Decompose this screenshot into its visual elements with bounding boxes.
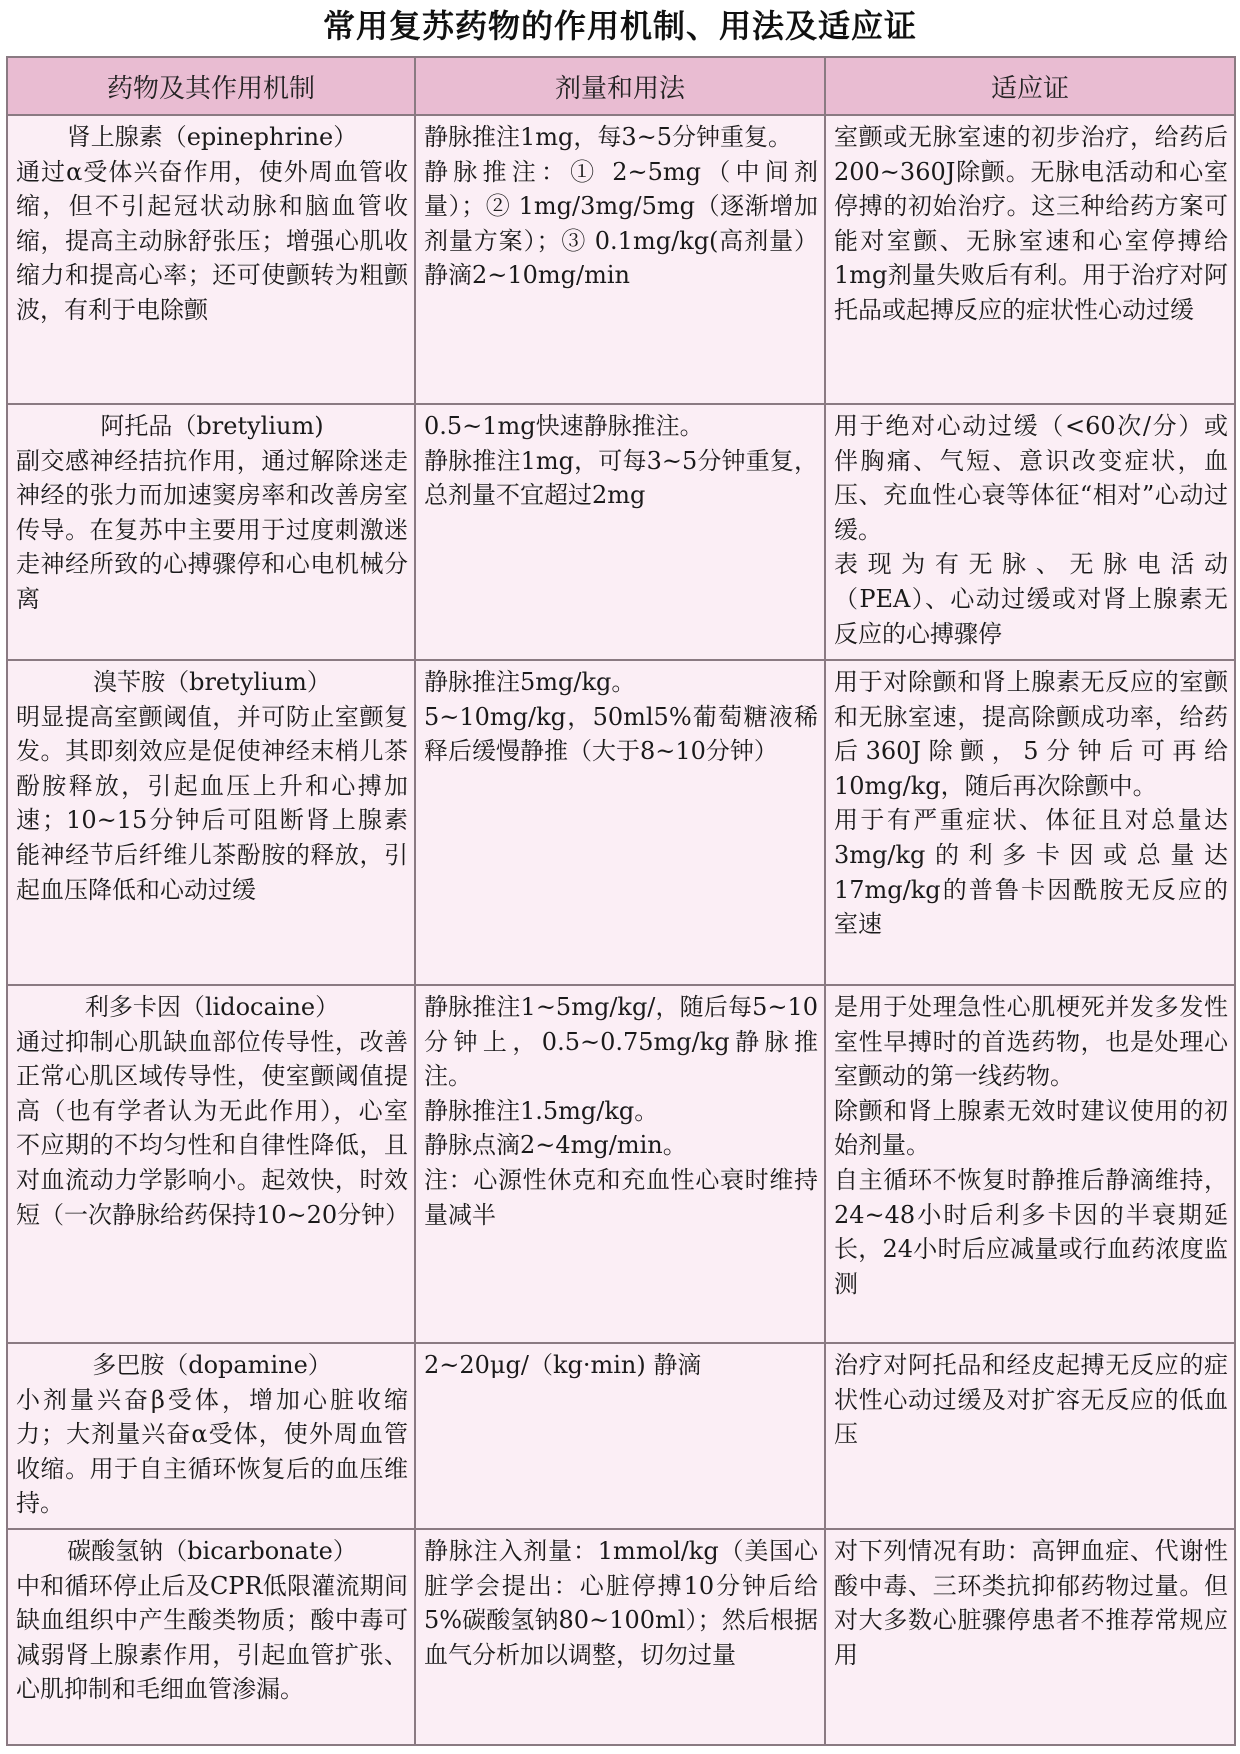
dosage-cell	[415, 1343, 825, 1529]
drug-name: 阿托品（bretylium)	[100, 412, 324, 440]
indication-line: 室颤或无脉室速的初步治疗，给药后200~360J除颤。无脉电活动和心室停搏的初始治疗。这三种给药方案可能对室颤、无脉室速和心室停搏给1mg剂量失败后有利。用于治疗对阿托品或起搏反应的症状性心动过缓	[834, 123, 1228, 324]
dosage-line: 静脉推注：① 2~5mg（中间剂量）；② 1mg/3mg/5mg（逐渐增加剂量方案）；③ 0.1mg/kg(高剂量）静滴2~10mg/min	[424, 157, 818, 290]
mechanism-cell	[7, 115, 415, 404]
mechanism-text: 副交感神经拮抗作用，通过解除迷走神经的张力而加速窦房率和改善房室传导。在复苏中主要用于过度刺激迷走神经所致的心搏骤停和心电机械分离	[16, 446, 408, 613]
mechanism-cell	[7, 404, 415, 660]
indication-line: 对下列情况有助：高钾血症、代谢性酸中毒、三环类抗抑郁药物过量。但对大多数心脏骤停患者不推荐常规应用	[834, 1537, 1228, 1669]
dosage-line: 2~20μg/（kg·min) 静滴	[424, 1351, 702, 1379]
dosage-line: 静脉点滴2~4mg/min。	[424, 1131, 687, 1160]
dosage-cell	[415, 404, 825, 660]
table-row	[7, 404, 1235, 660]
dosage-line: 注：心源性休克和充血性心衰时维持量减半	[424, 1165, 818, 1229]
indications-cell	[825, 404, 1235, 660]
drug-name: 碳酸氢钠（bicarbonate）	[67, 1537, 357, 1565]
mechanism-cell	[7, 660, 415, 985]
indication-line: 用于对除颤和肾上腺素无反应的室颤和无脉室速，提高除颤成功率，给药后360J除颤，5分钟后可再给10mg/kg，随后再次除颤中。	[834, 668, 1228, 800]
indications-cell	[825, 1529, 1235, 1745]
table-row	[7, 115, 1235, 404]
mechanism-cell	[7, 1343, 415, 1529]
indications-cell	[825, 660, 1235, 985]
mechanism-text: 通过α受体兴奋作用，使外周血管收缩，但不引起冠状动脉和脑血管收缩，提高主动脉舒张压；增强心肌收缩力和提高心率；还可使颤转为粗颤波，有利于电除颤	[16, 157, 408, 324]
table-row	[7, 660, 1235, 985]
dosage-line: 静脉注入剂量：1mmol/kg（美国心脏学会提出：心脏停搏10分钟后给5%碳酸氢钠80~100ml）；然后根据血气分析加以调整，切勿过量	[424, 1537, 818, 1669]
table-row	[7, 1529, 1235, 1745]
indications-cell	[825, 1343, 1235, 1529]
mechanism-text: 明显提高室颤阈值，并可防止室颤复发。其即刻效应是促使神经末梢儿茶酚胺释放，引起血压上升和心搏加速；10~15分钟后可阻断肾上腺素能神经节后纤维儿茶酚胺的释放，引起血压降低和心动过缓	[16, 702, 408, 904]
mechanism-text: 中和循环停止后及CPR低限灌流期间缺血组织中产生酸类物质；酸中毒可减弱肾上腺素作用，引起血管扩张、心肌抑制和毛细血管渗漏。	[16, 1571, 408, 1704]
page-title: 常用复苏药物的作用机制、用法及适应证	[322, 7, 917, 45]
dosage-cell	[415, 115, 825, 404]
dosage-line: 静脉推注1mg，每3~5分钟重复。	[424, 123, 793, 151]
drug-name: 溴苄胺（bretylium）	[93, 668, 331, 696]
drug-name: 肾上腺素（epinephrine）	[66, 123, 358, 151]
dosage-line: 5~10mg/kg，50ml5%葡萄糖液稀释后缓慢静推（大于8~10分钟）	[424, 702, 818, 766]
indication-line: 除颤和肾上腺素无效时建议使用的初始剂量。	[834, 1096, 1228, 1160]
drug-table	[6, 56, 1236, 1746]
mechanism-cell	[7, 1529, 415, 1745]
dosage-cell	[415, 1529, 825, 1745]
table-row	[7, 985, 1235, 1343]
header-dosage: 剂量和用法	[415, 57, 825, 115]
indication-line: 自主循环不恢复时静推后静滴维持，24~48小时后利多卡因的半衰期延长，24小时后应减量或行血药浓度监测	[834, 1165, 1228, 1298]
indications-cell	[825, 115, 1235, 404]
indication-line: 表现为有无脉、无脉电活动（PEA）、心动过缓或对肾上腺素无反应的心搏骤停	[834, 550, 1228, 648]
header-indications: 适应证	[825, 57, 1235, 115]
table-row	[7, 1343, 1235, 1529]
dosage-cell	[415, 985, 825, 1343]
indication-line: 是用于处理急性心肌梗死并发多发性室性早搏时的首选药物，也是处理心室颤动的第一线药物。	[834, 993, 1228, 1091]
indication-line: 用于有严重症状、体征且对总量达3mg/kg的利多卡因或总量达17mg/kg的普鲁卡因酰胺无反应的室速	[834, 806, 1228, 939]
dosage-cell	[415, 660, 825, 985]
dosage-line: 静脉推注1mg，可每3~5分钟重复，总剂量不宜超过2mg	[424, 446, 818, 510]
mechanism-cell	[7, 985, 415, 1343]
mechanism-text: 小剂量兴奋β受体，增加心脏收缩力；大剂量兴奋α受体，使外周血管收缩。用于自主循环恢复后的血压维持。	[16, 1385, 408, 1518]
header-mechanism: 药物及其作用机制	[7, 57, 415, 115]
dosage-line: 静脉推注5mg/kg。	[424, 668, 636, 696]
drug-name: 多巴胺（dopamine）	[92, 1351, 332, 1379]
indication-line: 用于绝对心动过缓（<60次/分）或伴胸痛、气短、意识改变症状，血压、充血性心衰等体征“相对”心动过缓。	[834, 412, 1228, 544]
dosage-line: 0.5~1mg快速静脉推注。	[424, 412, 704, 440]
indication-line: 治疗对阿托品和经皮起搏无反应的症状性心动过缓及对扩容无反应的低血压	[834, 1351, 1228, 1449]
drug-name: 利多卡因（lidocaine）	[84, 993, 340, 1021]
dosage-line: 静脉推注1.5mg/kg。	[424, 1096, 659, 1125]
table-header-row	[7, 57, 1235, 115]
indications-cell	[825, 985, 1235, 1343]
dosage-line: 静脉推注1~5mg/kg/，随后每5~10分钟上，0.5~0.75mg/kg静脉推注。	[424, 993, 818, 1091]
mechanism-text: 通过抑制心肌缺血部位传导性，改善正常心肌区域传导性，使室颤阈值提高（也有学者认为无此作用），心室不应期的不均匀性和自律性降低，且对血流动力学影响小。起效快，时效短（一次静脉给药保持10~20分钟）	[16, 1027, 410, 1229]
